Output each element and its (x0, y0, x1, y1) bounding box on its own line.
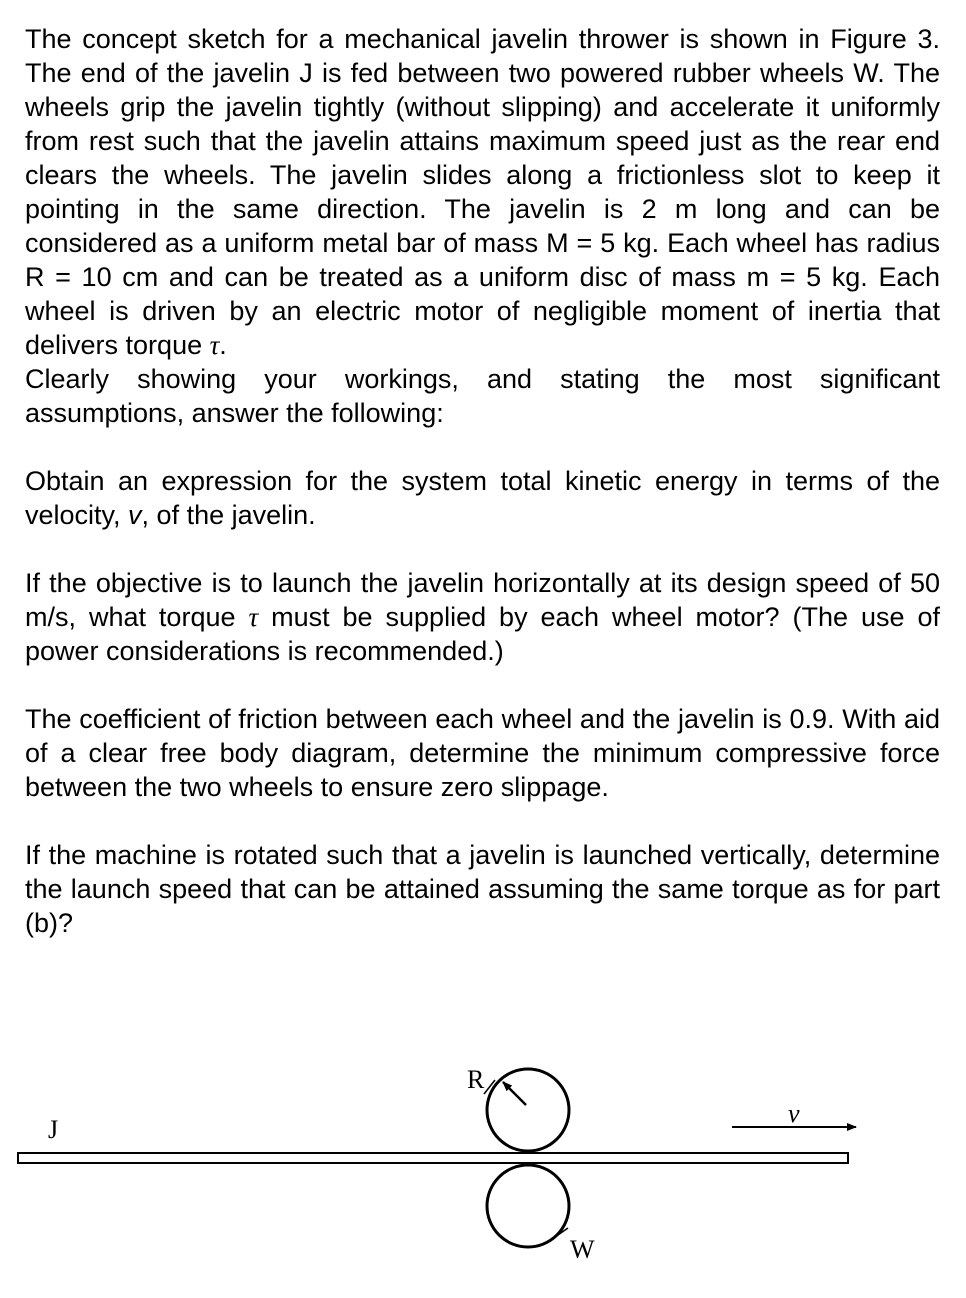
part-d-question: If the machine is rotated such that a javelin is launched vertically, determine the launch speed that can be attained assuming the same torque as for part (b)? (25, 840, 940, 938)
torque-symbol-b: τ (248, 602, 259, 632)
javelin-label: J (48, 1115, 59, 1144)
problem-text (25, 22, 940, 940)
part-b-question (25, 566, 940, 668)
javelin-bar (18, 1153, 848, 1163)
velocity-variable: v (128, 500, 142, 530)
part-b-after: must be supplied by each wheel motor? (The use of power considerations is recommended.) (25, 602, 940, 666)
upper-wheel (487, 1069, 569, 1151)
intro-text: The concept sketch for a mechanical javelin thrower is shown in Figure 3. The end of the javelin J is fed between two powered rubber wheels W. The wheels grip the javelin tightly (without slipping) and accelerate it uniformly from rest such that the javelin attains maximum speed just as the rear end clears the wheels. The javelin slides along a frictionless slot to keep it pointing in the same direction. The javelin is 2 m long and can be considered as a uniform metal bar of mass M = 5 kg. Each wheel has radius R = 10 cm and can be treated as a uniform disc of mass m = 5 kg. Each wheel is driven by an electric motor of negligible moment of inertia that delivers torque (25, 24, 940, 360)
part-a-end: , of the javelin. (141, 500, 316, 530)
instructions-paragraph: Clearly showing your workings, and stating the most significant assumptions, answer the following: (25, 364, 940, 428)
radius-label: R (467, 1065, 485, 1094)
part-a-text: Obtain an expression for the system total kinetic energy in terms of the velocity, (25, 466, 940, 530)
velocity-label: v (788, 1099, 800, 1128)
part-c-question: The coefficient of friction between each wheel and the javelin is 0.9. With aid of a clear free body diagram, determine the minimum compressive force between the two wheels to ensure zero slippage. (25, 704, 940, 802)
lower-wheel (487, 1165, 569, 1247)
intro-end: . (219, 330, 227, 360)
javelin-thrower-figure (0, 1040, 966, 1280)
part-a-question (25, 464, 940, 532)
intro-paragraph (25, 22, 940, 362)
part-b-before: If the objective is to launch the javelin horizontally at its design speed of 50 m/s, what torque (25, 568, 940, 632)
radius-arrow (503, 1082, 526, 1105)
wheel-leader (548, 1228, 568, 1242)
wheel-label: W (570, 1235, 595, 1264)
torque-symbol: τ (209, 330, 220, 360)
